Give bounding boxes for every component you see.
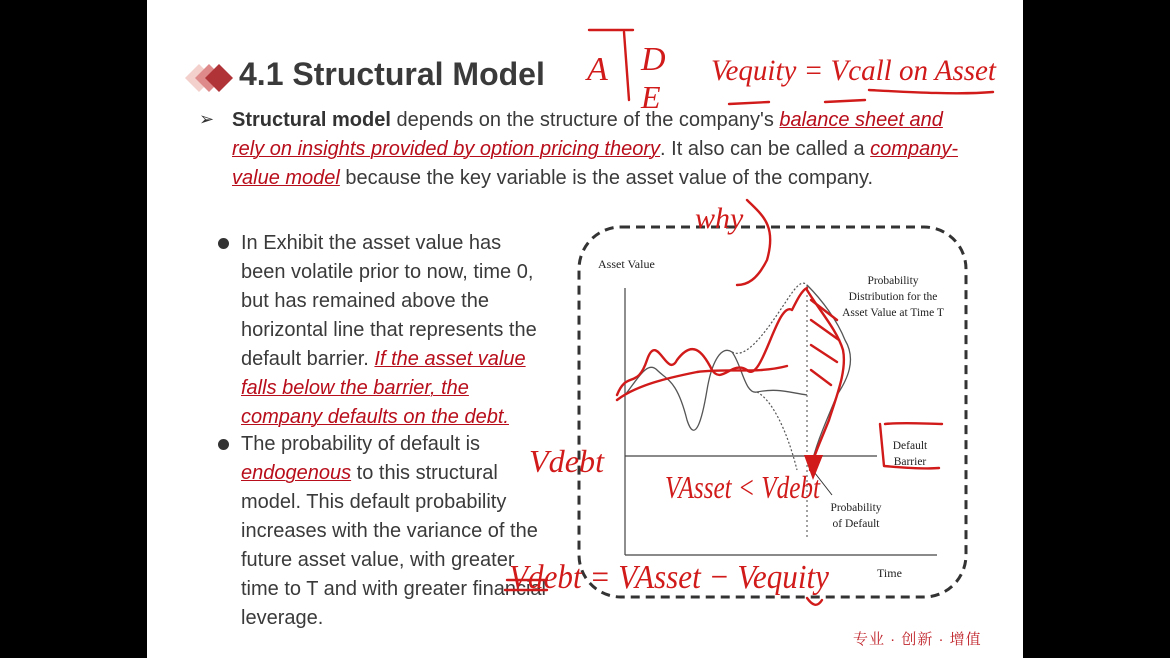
barrier-label-2: Barrier	[893, 456, 927, 468]
x-axis-label: Time	[877, 566, 902, 580]
slide-title: 4.1 Structural Model	[239, 56, 545, 92]
ink-e: E	[641, 79, 661, 115]
arrow-bullet-icon: ➢	[199, 109, 215, 129]
intro-text-1: depends on the structure of the company's	[390, 109, 780, 131]
dist-label-3: Asset Value at Time T	[842, 307, 944, 319]
ink-vdebt: Vdebt	[529, 443, 606, 479]
intro-text-3: because the key variable is the asset value of the company.	[339, 167, 874, 189]
ink-why: why	[695, 202, 744, 235]
bullet-1-underlined: If the asset value falls below the barrier, the company defaults on the debt.	[241, 348, 526, 428]
ink-ineq: VAsset < Vdebt	[665, 469, 821, 505]
ink-annotations	[147, 0, 1023, 658]
intro-text-2: . It also can be called a	[660, 138, 871, 160]
slide	[147, 0, 1023, 658]
dist-label-1: Probability	[867, 275, 919, 287]
dist-label-2: Distribution for the	[848, 291, 938, 303]
bullet-2-text-1: The probability of default is	[241, 433, 481, 455]
bullet-2-underlined: endogenous	[241, 462, 352, 484]
y-axis-label: Asset Value	[598, 257, 655, 271]
intro-underlined-1: balance sheet and rely on insights provided by option pricing theory	[232, 109, 943, 160]
footer-slogan: 专业 · 创新 · 增值	[853, 631, 982, 648]
ink-d: D	[641, 41, 666, 78]
pod-label-1: Probability	[830, 502, 882, 514]
bullet-1-text: In Exhibit the asset value has been volatile prior to now, time 0, but has remained above the horizontal line that represents the default barrier.	[241, 232, 537, 370]
pod-label-2: of Default	[832, 518, 880, 530]
bullet-2-text-2: to this structural model. This default probability increases with the variance of the future asset value, with greater time to T and with greater financial leverage.	[241, 462, 546, 629]
intro-underlined-2: company-value model	[232, 138, 958, 189]
ink-eq2: Vdebt = VAsset − Vequity	[509, 559, 830, 596]
ink-a: A	[587, 51, 608, 88]
ink-eq1: Vequity = Vcall on Asset	[711, 54, 997, 87]
barrier-label-1: Default	[892, 440, 928, 452]
intro-bold: Structural model	[232, 109, 391, 131]
